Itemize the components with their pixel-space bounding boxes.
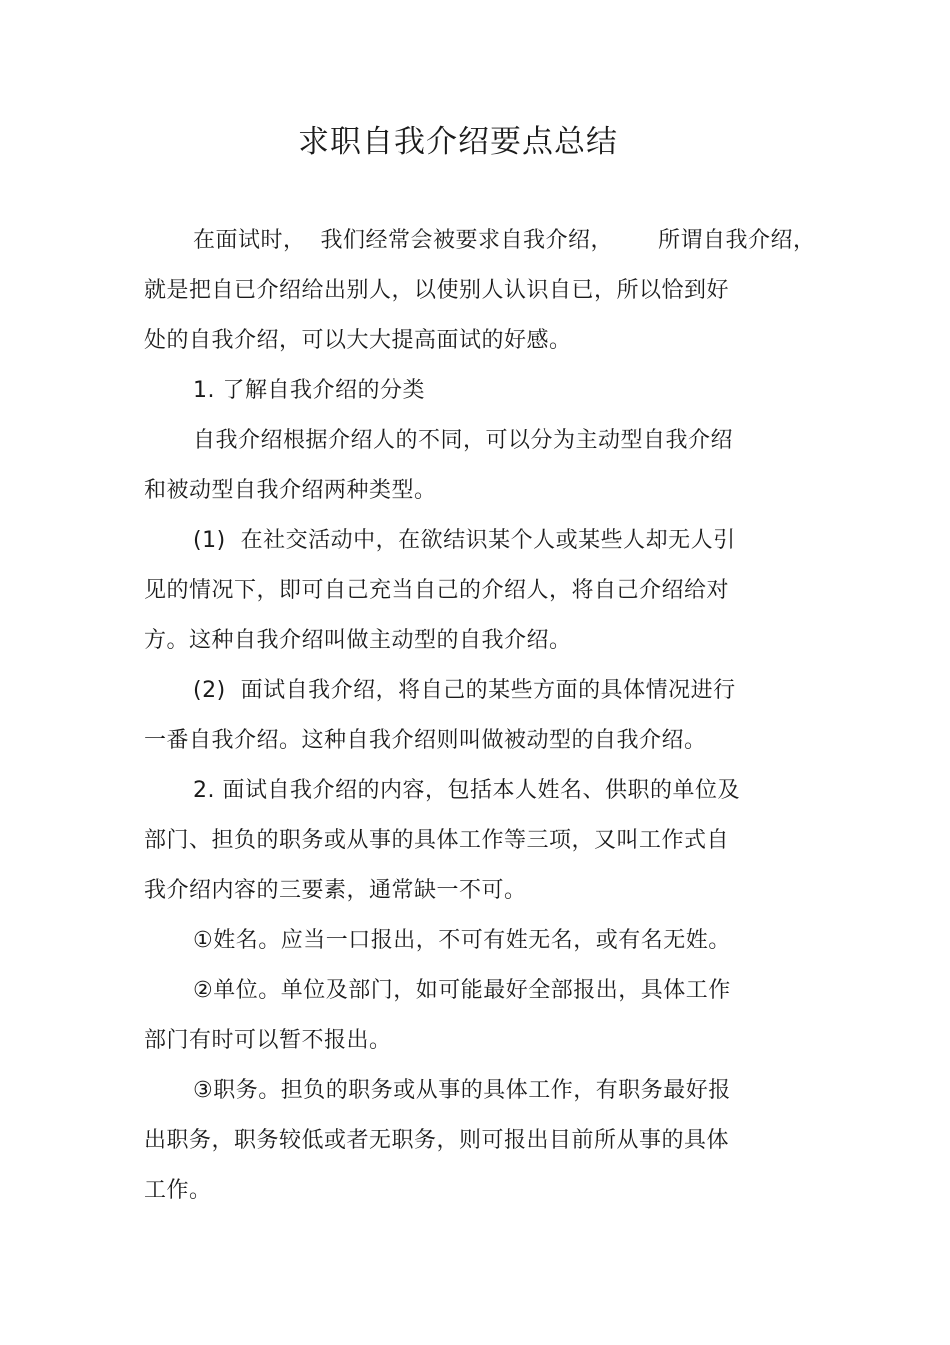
paragraph-line: (1) 在社交活动中，在欲结识某个人或某些人却无人引 [193,528,736,553]
list-item: ②单位。单位及部门，如可能最好全部报出，具体工作 [193,978,731,1003]
document-title: 求职自我介绍要点总结 [298,124,618,160]
paragraph-line: 自我介绍根据介绍人的不同，可以分为主动型自我介绍 [193,428,734,453]
list-item: ③职务。担负的职务或从事的具体工作，有职务最好报 [193,1078,731,1103]
paragraph-line: 就是把自已介绍给出别人，以使别人认识自已，所以恰到好 [144,278,730,303]
paragraph-line: 方。这种自我介绍叫做主动型的自我介绍。 [144,628,572,653]
paragraph-line: 处的自我介绍，可以大大提高面试的好感。 [144,328,572,353]
list-item: ①姓名。应当一口报出，不可有姓无名，或有名无姓。 [193,928,731,953]
paragraph-line: 和被动型自我介绍两种类型。 [144,478,437,503]
paragraph-line: 部门、担负的职务或从事的具体工作等三项，又叫工作式自 [144,828,730,853]
paragraph-line: 出职务，职务较低或者无职务，则可报出目前所从事的具体 [144,1128,730,1153]
section-heading: 2. 面试自我介绍的内容，包括本人姓名、供职的单位及 [193,778,740,803]
paragraph-line: (2) 面试自我介绍，将自己的某些方面的具体情况进行 [193,678,736,703]
section-heading: 1. 了解自我介绍的分类 [193,378,425,403]
paragraph-line: 见的情况下，即可自己充当自己的介绍人，将自己介绍给对 [144,578,730,603]
paragraph-line: 我介绍内容的三要素，通常缺一不可。 [144,878,527,903]
paragraph-line: 一番自我介绍。这种自我介绍则叫做被动型的自我介绍。 [144,728,707,753]
paragraph-line: 在面试时， 我们经常会被要求自我介绍， 所谓自我介绍， [193,228,816,253]
paragraph-line: 工作。 [144,1178,212,1203]
paragraph-line: 部门有时可以暂不报出。 [144,1028,392,1053]
